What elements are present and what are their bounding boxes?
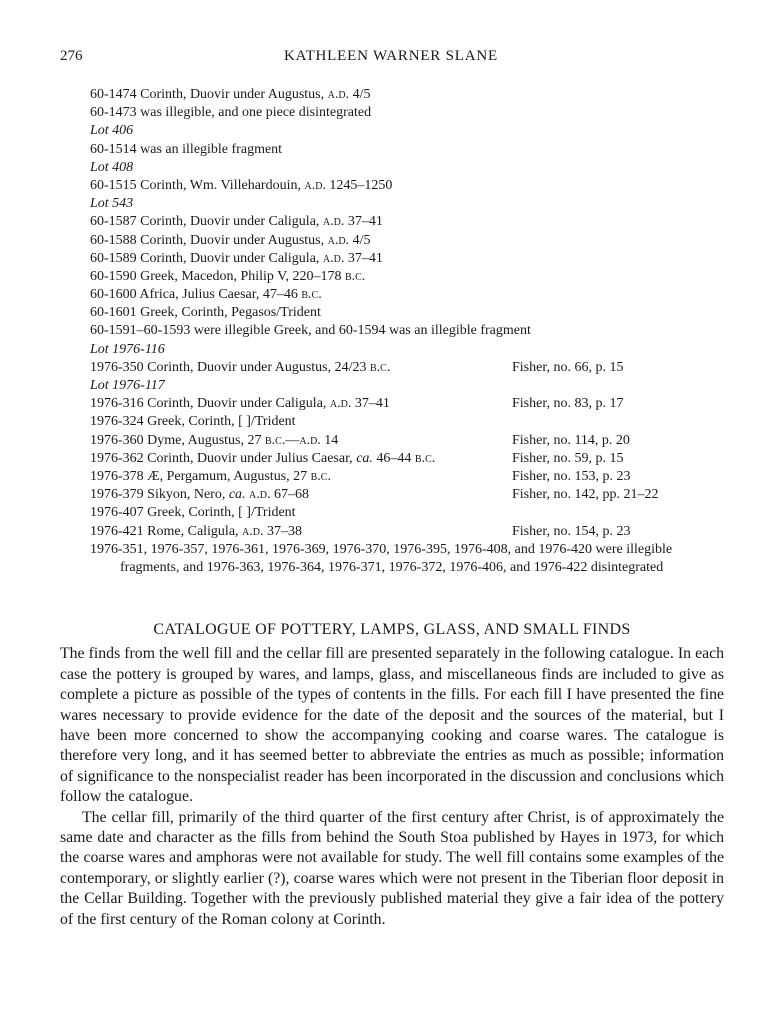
entry-text bbox=[90, 250, 383, 268]
list-item bbox=[90, 432, 750, 450]
fisher-reference: Fisher, no. 83, p. 17 bbox=[512, 396, 624, 412]
era-abbrev: a.d. bbox=[322, 250, 345, 266]
fisher-reference: Fisher, no. 153, p. 23 bbox=[512, 468, 631, 484]
era-abbrev: a.d. bbox=[242, 523, 264, 539]
list-item bbox=[90, 232, 750, 250]
entry-text: Lot 543 bbox=[90, 196, 134, 212]
entry-text: Lot 1976-116 bbox=[90, 341, 165, 357]
fisher-reference: Fisher, no. 154, p. 23 bbox=[512, 523, 631, 539]
entry-text bbox=[90, 486, 309, 504]
entry-desc: 1976-362 Corinth, Duovir under Julius Caesar, bbox=[90, 450, 357, 466]
entry-desc: 1976-421 Rome, Caligula, bbox=[90, 523, 243, 539]
entry-text bbox=[90, 523, 302, 541]
running-head: KATHLEEN WARNER SLANE bbox=[283, 48, 498, 64]
lot-heading bbox=[90, 341, 750, 359]
lot-heading bbox=[90, 195, 750, 213]
list-item bbox=[90, 177, 750, 195]
list-item bbox=[90, 322, 750, 340]
coin-list bbox=[90, 86, 750, 577]
entry-desc: 1976-360 Dyme, Augustus, 27 bbox=[90, 432, 265, 448]
list-item bbox=[90, 413, 750, 431]
list-item bbox=[90, 86, 750, 104]
paragraph-1: The finds from the well fill and the cellar fill are presented separately in the following catalogue. In each case the pottery is grouped by wares, and lamps, glass, and miscellaneous finds are included to give as complete a picture as possible of the types of contents in the fills. For each fill I have presented the fine wares necessary to provide evidence for the date of the deposit and the sources of the material, but I have been more concerned to show the accompanying cooking and coarse wares. The catalogue is therefore very long, and it has seemed better to abbreviate the entries as much as possible; information of significance to the nonspecialist reader has been incorporated in the discussion and conclusions which follow the catalogue. bbox=[60, 645, 724, 806]
list-item bbox=[90, 504, 750, 522]
era-abbrev: a.d. bbox=[299, 432, 321, 448]
era-abbrev: a.d. bbox=[327, 232, 350, 248]
entry-date: 37–38 bbox=[263, 523, 302, 539]
era-abbrev: b.c. bbox=[301, 287, 322, 303]
era-abbrev: a.d. bbox=[322, 214, 345, 230]
fisher-reference: Fisher, no. 142, pp. 21–22 bbox=[512, 487, 659, 503]
list-item bbox=[90, 450, 750, 468]
paragraph-2: The cellar fill, primarily of the third quarter of the first century after Christ, is of approximately the same date and character as the fills from behind the South Stoa published by Hayes in 1973, for which the coarse wares and amphoras were not available for study. The well fill contains some examples of the contemporary, or slightly earlier (?), coarse wares which were not present in the Tiberian floor deposit in the Cellar Building. Together with the previously published material they give a fair idea of the pottery of the first century of the Roman colony at Corinth. bbox=[60, 808, 724, 928]
lot-heading bbox=[90, 159, 750, 177]
note-line-2: fragments, and 1976-363, 1976-364, 1976-371, 1976-372, 1976-406, and 1976-422 disintegrated bbox=[120, 559, 664, 575]
entry-desc: 1976-316 Corinth, Duovir under Caligula, bbox=[90, 396, 330, 412]
entry-desc: 1976-379 Sikyon, Nero, bbox=[90, 487, 229, 503]
list-item bbox=[90, 395, 750, 413]
entry-desc: 1976-350 Corinth, Duovir under Augustus, 24/23 bbox=[90, 359, 370, 375]
list-item bbox=[90, 359, 750, 377]
entry-desc: 60-1590 Greek, Macedon, Philip V, 220–178 bbox=[90, 268, 345, 284]
entry-text bbox=[90, 450, 435, 468]
entry-text bbox=[90, 177, 392, 195]
fisher-reference: Fisher, no. 66, p. 15 bbox=[512, 359, 624, 375]
illegible-note bbox=[90, 541, 750, 577]
entry-text: 60-1591–60-1593 were illegible Greek, and 60-1594 was an illegible fragment bbox=[90, 323, 531, 339]
entry-desc: 60-1600 Africa, Julius Caesar, 47–46 bbox=[90, 287, 302, 303]
list-item bbox=[90, 250, 750, 268]
entry-text bbox=[90, 286, 322, 304]
era-abbrev: a.d. bbox=[327, 87, 350, 102]
list-item bbox=[90, 213, 750, 231]
catalogue-section bbox=[60, 620, 724, 930]
entry-text bbox=[90, 395, 390, 413]
entry-date: 37–41 bbox=[344, 214, 383, 230]
list-item bbox=[90, 486, 750, 504]
entry-text bbox=[90, 432, 338, 450]
page-header bbox=[60, 48, 722, 68]
era-abbrev: a.d. bbox=[249, 487, 271, 503]
entry-text bbox=[90, 268, 365, 286]
list-item bbox=[90, 523, 750, 541]
lot-heading bbox=[90, 377, 750, 395]
fisher-reference: Fisher, no. 59, p. 15 bbox=[512, 450, 624, 466]
entry-desc: 60-1589 Corinth, Duovir under Caligula, bbox=[90, 250, 323, 266]
entry-text: 1976-324 Greek, Corinth, [ ]/Trident bbox=[90, 414, 296, 430]
era-abbrev: b.c. bbox=[370, 359, 391, 375]
era-abbrev: b.c. bbox=[265, 432, 286, 448]
entry-desc: 60-1474 Corinth, Duovir under Augustus, bbox=[90, 87, 328, 102]
entry-date: 67–68 bbox=[270, 487, 309, 503]
entry-text bbox=[90, 468, 331, 486]
entry-date: 14 bbox=[320, 432, 339, 448]
page-number: 276 bbox=[60, 48, 83, 64]
entry-text bbox=[90, 86, 370, 104]
entry-date: 46–44 bbox=[372, 450, 415, 466]
circa: ca. bbox=[356, 450, 373, 466]
entry-text bbox=[90, 359, 390, 377]
entry-date: 4/5 bbox=[349, 87, 371, 102]
section-heading: CATALOGUE OF POTTERY, LAMPS, GLASS, AND SMALL FINDS bbox=[153, 621, 631, 638]
entry-text: Lot 1976-117 bbox=[90, 378, 165, 393]
entry-desc: 60-1588 Corinth, Duovir under Augustus, bbox=[90, 232, 328, 248]
entry-text: Lot 406 bbox=[90, 123, 134, 139]
entry-text bbox=[90, 232, 370, 250]
era-abbrev: b.c. bbox=[414, 450, 436, 466]
list-item bbox=[90, 141, 750, 159]
era-abbrev: a.d. bbox=[304, 177, 326, 193]
era-abbrev: b.c. bbox=[310, 468, 331, 484]
entry-text: 60-1514 was an illegible fragment bbox=[90, 141, 283, 157]
list-item bbox=[90, 268, 750, 286]
entry-date: 4/5 bbox=[349, 232, 371, 248]
entry-date: 37–41 bbox=[351, 396, 390, 412]
entry-dash: — bbox=[285, 432, 300, 448]
era-abbrev: a.d. bbox=[329, 396, 352, 412]
entry-desc: 60-1587 Corinth, Duovir under Caligula, bbox=[90, 214, 323, 230]
entry-text: 1976-407 Greek, Corinth, [ ]/Trident bbox=[90, 505, 296, 521]
lot-heading bbox=[90, 122, 750, 140]
list-item bbox=[90, 104, 750, 122]
list-item bbox=[90, 468, 750, 486]
entry-text: 60-1473 was illegible, and one piece disintegrated bbox=[90, 105, 372, 121]
entry-desc: 1976-378 Æ, Pergamum, Augustus, 27 bbox=[90, 468, 311, 484]
circa: ca. bbox=[228, 487, 246, 503]
entry-text: Lot 408 bbox=[90, 159, 134, 175]
entry-text bbox=[90, 213, 383, 231]
list-item bbox=[90, 286, 750, 304]
era-abbrev: b.c. bbox=[344, 268, 366, 284]
entry-text: 60-1601 Greek, Corinth, Pegasos/Trident bbox=[90, 305, 321, 321]
entry-desc: 60-1515 Corinth, Wm. Villehardouin, bbox=[90, 177, 305, 193]
entry-date: 1245–1250 bbox=[325, 177, 393, 193]
note-line-1: 1976-351, 1976-357, 1976-361, 1976-369, 1976-370, 1976-395, 1976-408, and 1976-420 were illegible bbox=[90, 541, 673, 557]
list-item bbox=[90, 304, 750, 322]
entry-date: 37–41 bbox=[344, 250, 383, 266]
fisher-reference: Fisher, no. 114, p. 20 bbox=[512, 432, 630, 448]
